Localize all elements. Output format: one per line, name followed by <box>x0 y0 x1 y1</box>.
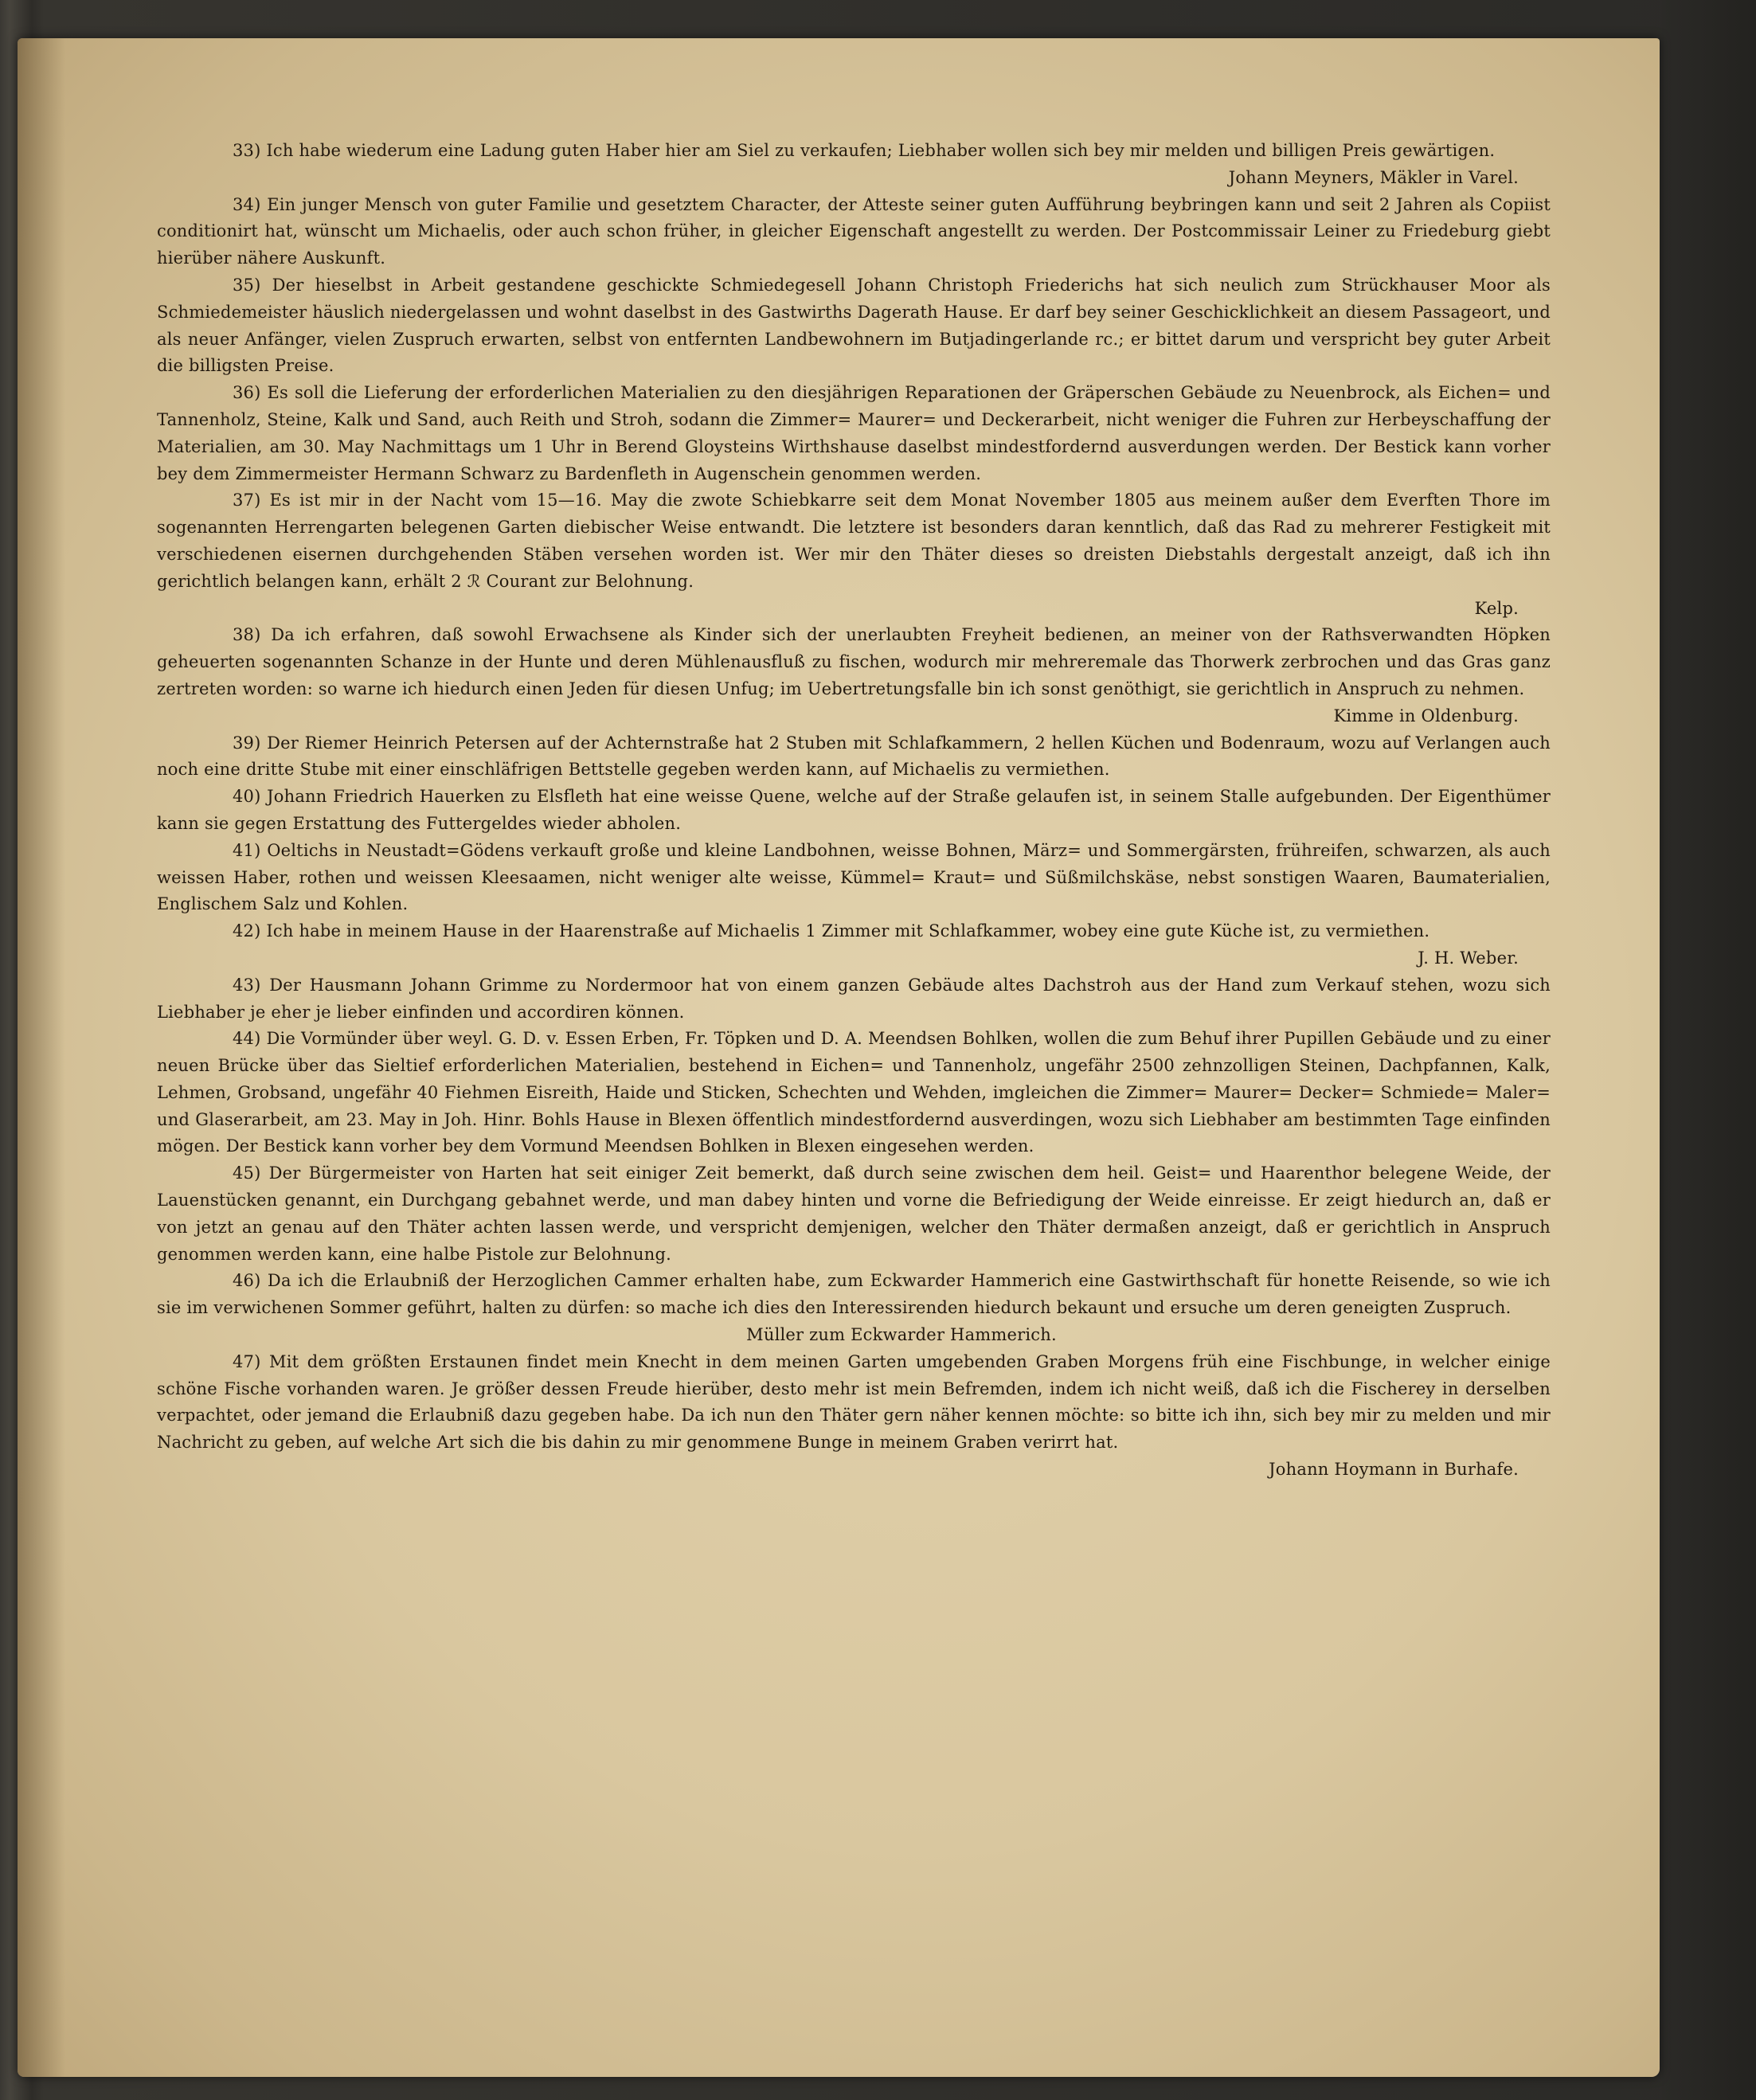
entry-text: 43) Der Hausmann Johann Grimme zu Nordermoor hat von einem ganzen Gebäude altes Dachstroh aus der Hand zum Verkauf stehen, wozu sich Liebhaber je eher je lieber einfinden und accordiren können. <box>157 975 1551 1022</box>
entry-43 <box>157 972 1551 1027</box>
entry-text: 46) Da ich die Erlaubniß der Herzoglichen Cammer erhalten habe, zum Eckwarder Hammerich eine Gastwirthschaft für honette Reisende, so wie ich sie im verwichenen Sommer geführt, halten zu dürfen: so mache ich dies den Interessirenden hiedurch bekaunt und ersuche um deren geneigten Zuspruch. <box>157 1271 1551 1318</box>
entry-text: 34) Ein junger Mensch von guter Familie und gesetztem Character, der Atteste seiner guten Aufführung beybringen kann und seit 2 Jahren als Copiist conditionirt hat, wünscht um Michaelis, oder auch schon früher, in gleicher Eigenschaft angestellt zu werden. Der Postcommissair Leiner zu Friedeburg giebt hierüber nähere Auskunft. <box>157 194 1551 268</box>
entry-34 <box>157 192 1551 272</box>
entry-text: 38) Da ich erfahren, daß sowohl Erwachsene als Kinder sich der unerlaubten Freyheit bedienen, an meiner von der Rathsverwandten Höpken geheuerten sogenannten Schanze in der Hunte und deren Mühlenausfluß zu fischen, wodurch mir mehreremale das Thorwerk zerbrochen und das Gras ganz zertreten worden: so warne ich hiedurch einen Jeden für diesen Unfug; im Uebertretungsfalle bin ich sonst genöthigt, sie gerichtlich in Anspruch zu nehmen. <box>157 625 1551 698</box>
entry-signature: Johann Meyners, Mäkler in Varel. <box>1228 167 1519 187</box>
newspaper-page <box>18 38 1660 2077</box>
entry-37 <box>157 487 1551 622</box>
entry-46 <box>157 1268 1551 1348</box>
entry-39 <box>157 730 1551 784</box>
entry-42 <box>157 918 1551 972</box>
entry-text: 45) Der Bürgermeister von Harten hat seit einiger Zeit bemerkt, daß durch seine zwischen dem heil. Geist= und Haarenthor belegene Weide, der Lauenstücken genannt, ein Durchgang gebahnet werde, und man dabey hinten und vorne die Befriedigung der Weide einreisse. Er zeigt hiedurch an, daß er von jetzt an genau auf den Thäter achten lassen werde, und verspricht demjenigen, welcher den Thäter dermaßen anzeigt, daß er gerichtlich in Anspruch genommen werden kann, eine halbe Pistole zur Belohnung. <box>157 1163 1551 1264</box>
entry-35 <box>157 272 1551 380</box>
entry-text: 42) Ich habe in meinem Hause in der Haarenstraße auf Michaelis 1 Zimmer mit Schlafkammer, wobey eine gute Küche ist, zu vermiethen. <box>233 921 1430 941</box>
entry-text: 37) Es ist mir in der Nacht vom 15—16. May die zwote Schiebkarre seit dem Monat November 1805 aus meinem außer dem Everften Thore im sogenannten Herrengarten belegenen Garten diebischer Weise entwandt. Die letztere ist besonders daran kenntlich, daß das Rad zu mehrerer Festigkeit mit verschiedenen eisernen durchgehenden Stäben versehen worden ist. Wer mir den Thäter dieses so dreisten Diebstahls dergestalt anzeigt, daß ich ihn gerichtlich belangen kann, erhält 2 ℛ Courant zur Belohnung. <box>157 491 1551 591</box>
entry-signature: Müller zum Eckwarder Hammerich. <box>746 1325 1057 1345</box>
entry-signature: Johann Hoymann in Burhafe. <box>1269 1460 1519 1480</box>
entry-text: 41) Oeltichs in Neustadt=Gödens verkauft große und kleine Landbohnen, weisse Bohnen, März= und Sommergärsten, frühreifen, schwarzen, als auch weissen Haber, rothen und weissen Kleesaamen, nicht weniger alte weisse, Kümmel= Kraut= und Süßmilchskäse, nebst sonstigen Waaren, Baumaterialien, Englischem Salz und Kohlen. <box>157 840 1551 914</box>
entry-38 <box>157 622 1551 729</box>
entry-41 <box>157 838 1551 918</box>
entry-text: 33) Ich habe wiederum eine Ladung guten Haber hier am Siel zu verkaufen; Liebhaber wollen sich bey mir melden und billigen Preis gewärtigen. <box>233 141 1496 160</box>
entry-text: 35) Der hieselbst in Arbeit gestandene geschickte Schmiedegesell Johann Christoph Friederichs hat sich neulich zum Strückhauser Moor als Schmiedemeister häuslich niedergelassen und wohnt daselbst in des Gastwirths Dagerath Hause. Er darf bey seiner Geschicklichkeit an diesem Passageort, und als neuer Anfänger, vielen Zuspruch erwarten, selbst von entfernten Landbewohnern im Butjadingerlande rc.; er bittet darum und verspricht bey guter Arbeit die billigsten Preise. <box>157 275 1551 376</box>
advertisement-column <box>157 138 1551 1484</box>
entry-40 <box>157 784 1551 838</box>
entry-signature: Kimme in Oldenburg. <box>1333 706 1519 725</box>
entry-45 <box>157 1160 1551 1268</box>
entry-signature: Kelp. <box>1474 598 1519 618</box>
entry-text: 39) Der Riemer Heinrich Petersen auf der Achternstraße hat 2 Stuben mit Schlafkammern, 2 hellen Küchen und Bodenraum, wozu auf Verlangen auch noch eine dritte Stube mit einer einschläfrigen Bettstelle gegeben werden kann, auf Michaelis zu vermiethen. <box>157 733 1551 780</box>
entry-33 <box>157 138 1551 192</box>
entry-47 <box>157 1349 1551 1484</box>
entry-text: 47) Mit dem größten Erstaunen findet mein Knecht in dem meinen Garten umgebenden Graben Morgens früh eine Fischbunge, in welcher einige schöne Fische vorhanden waren. Je größer dessen Freude hierüber, desto mehr ist mein Befremden, indem ich nicht weiß, daß ich die Fischerey in derselben verpachtet, oder jemand die Erlaubniß dazu gegeben habe. Da ich nun den Thäter gern näher kennen möchte: so bitte ich ihn, sich bey mir zu melden und mir Nachricht zu geben, auf welche Art sich die bis dahin zu mir genommene Bunge in meinem Graben verirrt hat. <box>157 1351 1551 1453</box>
entry-text: 44) Die Vormünder über weyl. G. D. v. Essen Erben, Fr. Töpken und D. A. Meendsen Bohlken, wollen die zum Behuf ihrer Pupillen Gebäude und zu einer neuen Brücke über das Sieltief erforderlichen Materialien, bestehend in Eichen= und Tannenholz, ungefähr 2500 zehnzolligen Steinen, Dachpfannen, Kalk, Lehmen, Grobsand, ungefähr 40 Fiehmen Eisreith, Haide und Sticken, Schechten und Wehden, imgleichen die Zimmer= Maurer= Decker= Schmiede= Maler= und Glaserarbeit, am 23. May in Joh. Hinr. Bohls Hause in Blexen öffentlich mindestfordernd ausverdingen, wozu sich Liebhaber am bestimmten Tage einfinden mögen. Der Bestick kann vorher bey dem Vormund Meendsen Bohlken in Blexen eingesehen werden. <box>157 1029 1551 1156</box>
entry-text: 36) Es soll die Lieferung der erforderlichen Materialien zu den diesjährigen Reparationen der Gräperschen Gebäude zu Neuenbrock, als Eichen= und Tannenholz, Steine, Kalk und Sand, auch Reith und Stroh, sodann die Zimmer= Maurer= und Deckerarbeit, nicht weniger die Fuhren zur Herbeyschaffung der Materialien, am 30. May Nachmittags um 1 Uhr in Berend Gloysteins Wirthshause daselbst mindestfordernd ausverdungen werden. Der Bestick kann vorher bey dem Zimmermeister Hermann Schwarz zu Bardenfleth in Augenschein genommen werden. <box>157 383 1551 483</box>
entry-36 <box>157 380 1551 487</box>
entry-signature: J. H. Weber. <box>1418 948 1519 968</box>
scan-edge <box>1662 0 1756 2100</box>
entry-text: 40) Johann Friedrich Hauerken zu Elsfleth hat eine weisse Quene, welche auf der Straße gelaufen ist, in seinem Stalle aufgebunden. Der Eigenthümer kann sie gegen Erstattung des Futtergeldes wieder abholen. <box>157 787 1551 833</box>
entry-44 <box>157 1026 1551 1160</box>
